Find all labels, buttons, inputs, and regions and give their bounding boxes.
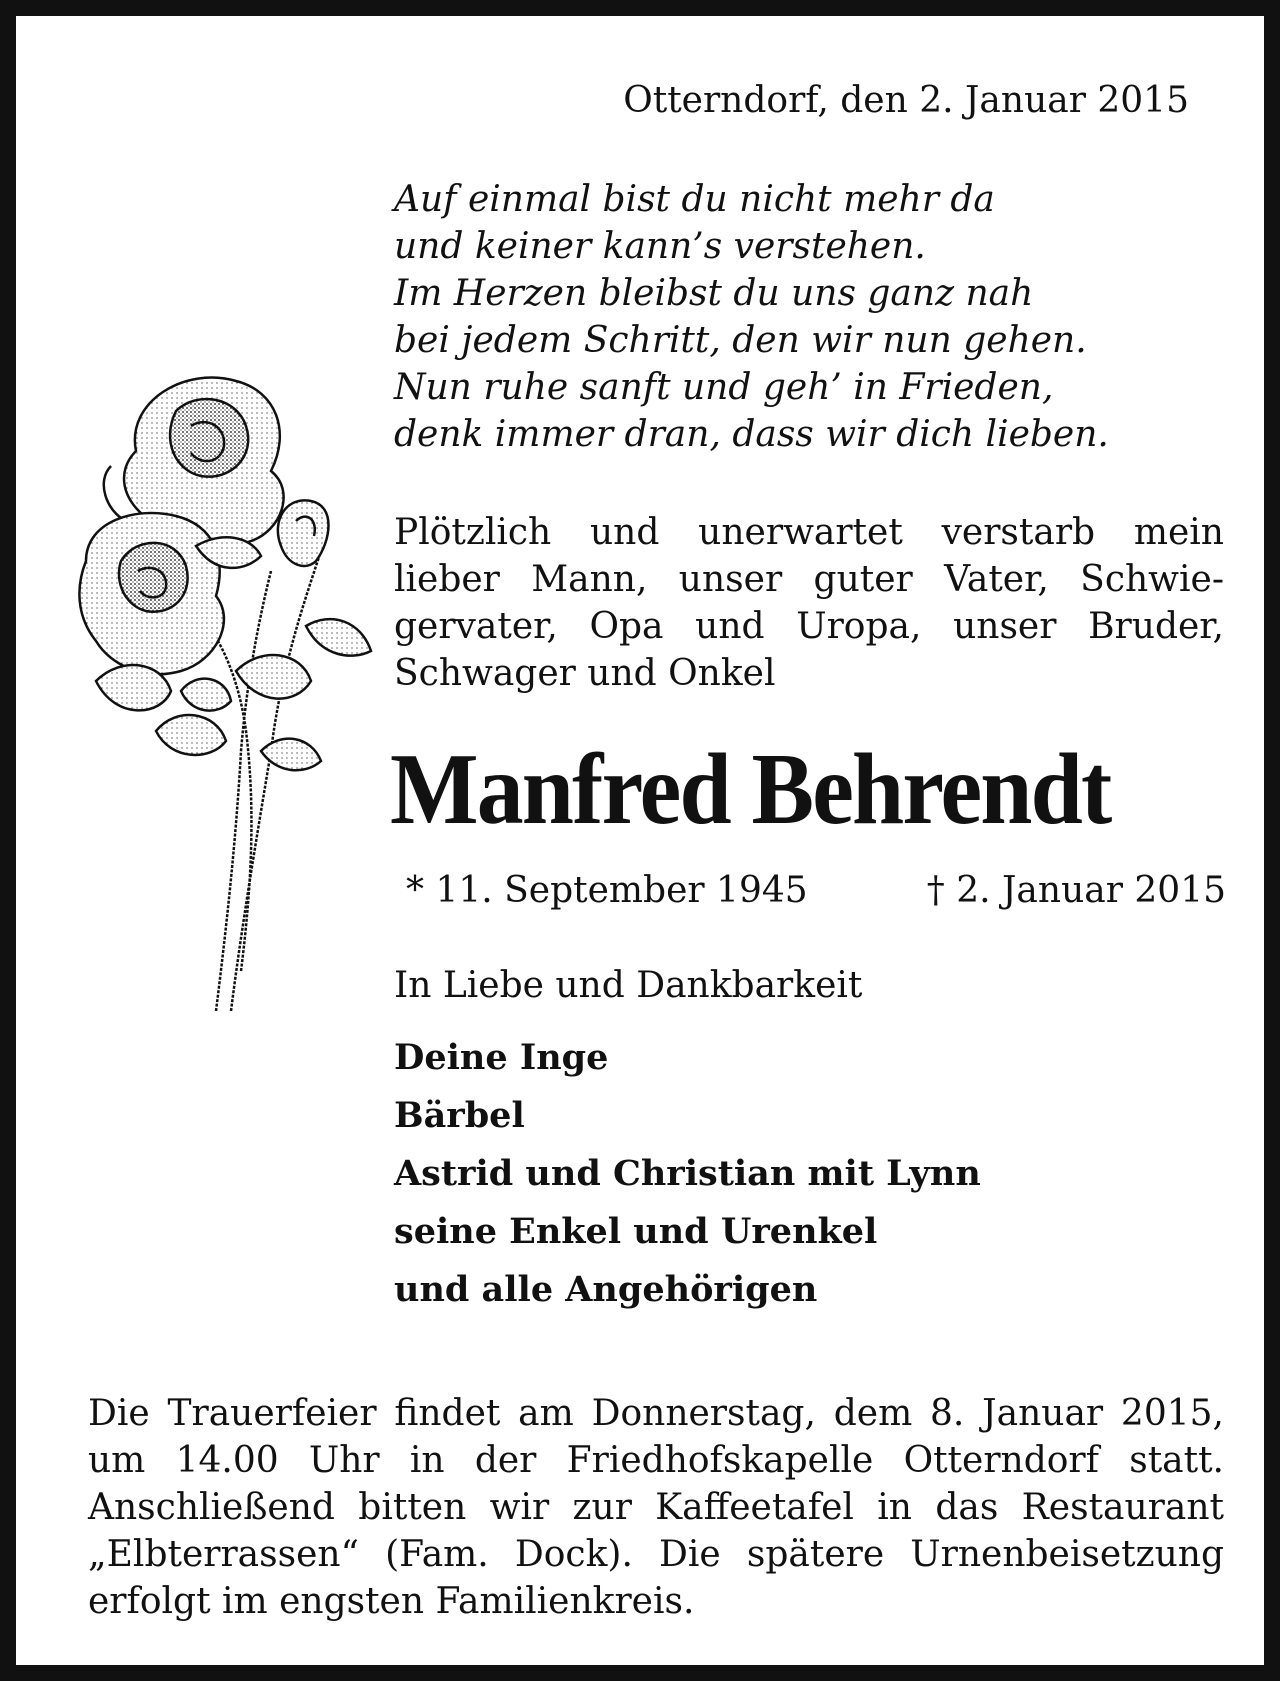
mourner: Astrid und Christian mit Lynn — [394, 1153, 981, 1194]
death-announcement-text: Plötzlich und unerwartet verstarb mein lieber Mann, unser guter Vater, Schwiegervater, Opa und Uropa, unser Bruder, Schwager und Onkel — [394, 512, 1224, 694]
funeral-details: Die Trauerfeier findet am Donnerstag, dem 8. Januar 2015, um 14.00 Uhr in der Friedhofskapelle Otterndorf statt. Anschließend bitten wir zur Kaffeetafel in das Restaurant „Elbterrassen“ (Fam. Dock). Die spätere Urnenbeisetzung erfolgt im engsten Familienkreis. — [88, 1393, 1224, 1622]
poem-line: denk immer dran, dass wir dich lieben. — [394, 414, 1109, 455]
mourners-list — [394, 1029, 1224, 1319]
rose-illustration-icon — [66, 371, 396, 1061]
poem-line: bei jedem Schritt, den wir nun gehen. — [394, 320, 1087, 361]
mourner: und alle Angehörigen — [394, 1269, 818, 1310]
poem-line: und keiner kann’s verstehen. — [394, 226, 926, 267]
poem-line: Nun ruhe sanft und geh’ in Frieden, — [394, 367, 1054, 408]
poem-line: Auf einmal bist du nicht mehr da — [394, 179, 995, 220]
birth-date: * 11. September 1945 — [406, 870, 808, 911]
mourner: seine Enkel und Urenkel — [394, 1211, 878, 1252]
mourner: Bärbel — [394, 1095, 525, 1136]
poem — [394, 176, 1224, 458]
deceased-name: Manfred Behrendt — [390, 733, 1111, 846]
place-date: Otterndorf, den 2. Januar 2015 — [623, 80, 1189, 121]
closing-phrase: In Liebe und Dankbarkeit — [394, 965, 863, 1006]
mourner: Deine Inge — [394, 1037, 609, 1078]
death-date: † 2. Januar 2015 — [926, 870, 1226, 911]
poem-line: Im Herzen bleibst du uns ganz nah — [394, 273, 1034, 314]
